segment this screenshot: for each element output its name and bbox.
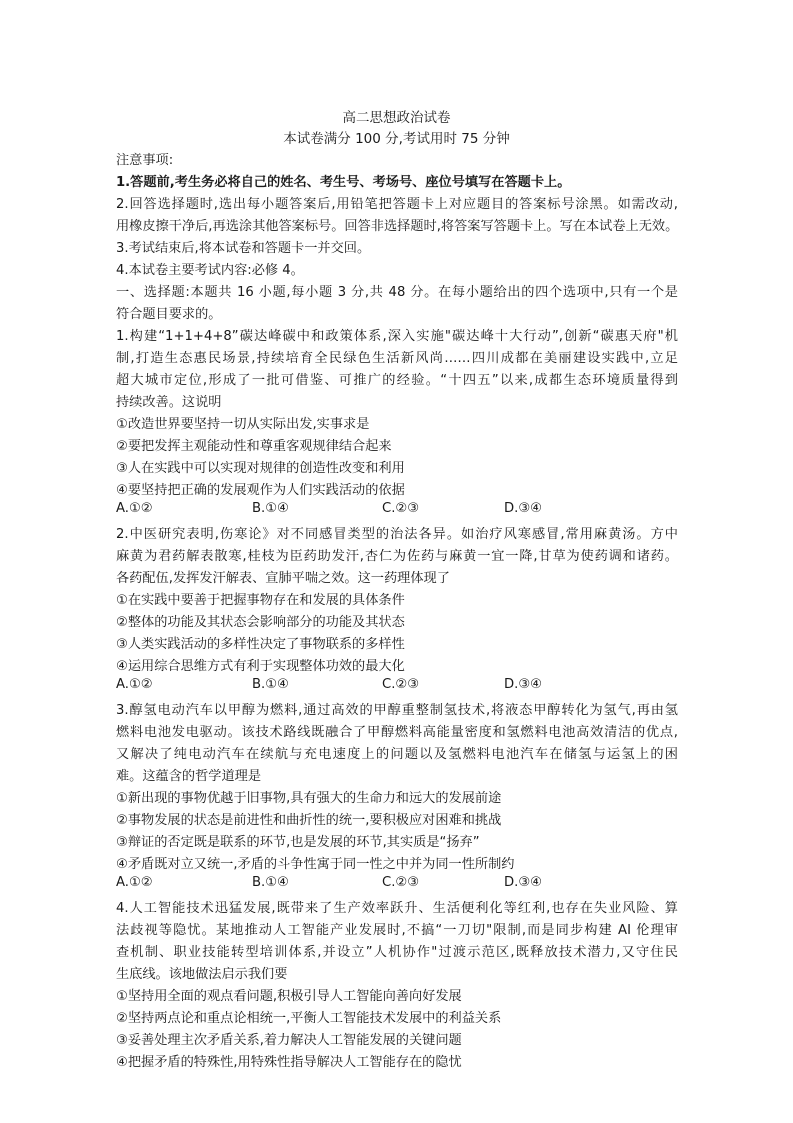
q4-statement-4: ④把握矛盾的特殊性,用特殊性指导解决人工智能存在的隐忧 (116, 1055, 462, 1070)
q3-option-b: B.①④ (252, 875, 289, 890)
note-2-line-1: 2.回答选择题时,选出每小题答案后,用铅笔把答题卡上对应题目的答案标号涂黑。如需改动, (116, 197, 678, 212)
notes-heading: 注意事项: (116, 153, 174, 168)
q2-statement-1: ①在实践中要善于把握事物存在和发展的具体条件 (116, 593, 405, 608)
note-1: 1.答题前,考生务必将自己的姓名、考生号、考场号、座位号填写在答题卡上。 (116, 175, 571, 190)
q2-stem-line-3: 各药配伍,发挥发汗解表、宣肺平喘之效。这一药理体现了 (116, 571, 450, 586)
note-3: 3.考试结束后,将本试卷和答题卡一并交回。 (116, 241, 371, 256)
q3-option-d: D.③④ (504, 875, 542, 890)
q2-option-b: B.①④ (252, 677, 289, 692)
q2-option-d: D.③④ (504, 677, 542, 692)
q3-statement-1: ①新出现的事物优越于旧事物,具有强大的生命力和远大的发展前途 (116, 791, 502, 806)
exam-subtitle: 本试卷满分 100 分,考试用时 75 分钟 (283, 131, 510, 147)
q3-statement-3: ③辩证的否定既是联系的环节,也是发展的环节,其实质是“扬弃” (116, 835, 480, 850)
q1-statement-2: ②要把发挥主观能动性和尊重客观规律结合起来 (116, 439, 392, 454)
q1-stem-line-2: 制,打造生态惠民场景,持续培育全民绿色生活新风尚……四川成都在美丽建设实践中,立足 (116, 351, 678, 366)
q4-stem-line-1: 4.人工智能技术迅猛发展,既带来了生产效率跃升、生活便利化等红利,也存在失业风险、算 (116, 901, 678, 916)
q1-option-d: D.③④ (504, 501, 542, 516)
q1-statement-3: ③人在实践中可以实现对规律的创造性改变和利用 (116, 461, 405, 476)
q3-statement-4: ④矛盾既对立又统一,矛盾的斗争性寓于同一性之中并为同一性所制约 (116, 857, 515, 872)
q4-statement-1: ①坚持用全面的观点看问题,积极引导人工智能向善向好发展 (116, 989, 462, 1004)
q3-statement-2: ②事物发展的状态是前进性和曲折性的统一,要积极应对困难和挑战 (116, 813, 502, 828)
q4-stem-line-3: 查机制、职业技能转型培训体系,并设立”人机协作"过渡示范区,既释放技术潜力,又守住民 (116, 945, 678, 960)
q2-stem-line-1: 2.中医研究表明,伤寒论》对不同感冒类型的治法各异。如治疗风寒感冒,常用麻黄汤。方中 (116, 527, 678, 542)
q1-option-b: B.①④ (252, 501, 289, 516)
q2-statement-4: ④运用综合思维方式有利于实现整体功效的最大化 (116, 659, 405, 674)
q1-option-a: A.①② (116, 501, 153, 516)
q1-stem-line-4: 持续改善。这说明 (116, 395, 222, 410)
exam-title: 高二思想政治试卷 (342, 110, 451, 126)
q4-stem-line-4: 生底线。该地做法启示我们要 (116, 967, 288, 982)
q4-statement-2: ②坚持两点论和重点论相统一,平衡人工智能技术发展中的利益关系 (116, 1011, 502, 1026)
note-4: 4.本试卷主要考试内容:必修 4。 (116, 263, 304, 278)
section-heading-line-2: 符合题目要求的。 (116, 307, 222, 322)
section-heading-line-1: 一、选择题:本题共 16 小题,每小题 3 分,共 48 分。在每小题给出的四个选项中,只有一个是 (116, 285, 678, 300)
q3-option-c: C.②③ (382, 875, 420, 890)
q1-stem-line-3: 超大城市定位,形成了一批可借鉴、可推广的经验。“十四五”以来,成都生态环境质量得到 (116, 373, 678, 388)
q3-stem-line-4: 难。这蕴含的哲学道理是 (116, 769, 262, 784)
q2-statement-3: ③人类实践活动的多样性决定了事物联系的多样性 (116, 637, 405, 652)
q1-statement-1: ①改造世界要坚持一切从实际出发,实事求是 (116, 417, 370, 432)
q2-stem-line-2: 麻黄为君药解表散寒,桂枝为臣药助发汗,杏仁为佐药与麻黄一宜一降,甘草为使药调和诸药。 (116, 549, 678, 564)
q1-stem-line-1: 1.构建“1+1+4+8”碳达峰碳中和政策体系,深入实施"碳达峰十大行动”,创新“碳惠天府"机 (116, 329, 678, 344)
q2-option-a: A.①② (116, 677, 153, 692)
q3-stem-line-2: 燃料电池发电驱动。该技术路线既融合了甲醇燃料高能量密度和氢燃料电池高效清洁的优点, (116, 725, 678, 740)
q2-statement-2: ②整体的功能及其状态会影响部分的功能及其状态 (116, 615, 405, 630)
q1-option-c: C.②③ (382, 501, 420, 516)
q3-stem-line-1: 3.醇氢电动汽车以甲醇为燃料,通过高效的甲醇重整制氢技术,将液态甲醇转化为氢气,再由氢 (116, 703, 678, 718)
q4-stem-line-2: 法歧视等隐忧。某地推动人工智能产业发展时,不搞“一刀切"限制,而是同步构建 AI 伦理审 (116, 923, 678, 938)
q2-option-c: C.②③ (382, 677, 420, 692)
q1-statement-4: ④要坚持把正确的发展观作为人们实践活动的依据 (116, 483, 405, 498)
note-2-line-2: 用橡皮擦干净后,再选涂其他答案标号。回答非选择题时,将答案写答题卡上。写在本试卷上无效。 (116, 219, 679, 234)
q4-statement-3: ③妥善处理主次矛盾关系,着力解决人工智能发展的关键问题 (116, 1033, 462, 1048)
q3-option-a: A.①② (116, 875, 153, 890)
q3-stem-line-3: 又解决了纯电动汽车在续航与充电速度上的问题以及氢燃料电池汽车在储氢与运氢上的困 (116, 747, 678, 762)
